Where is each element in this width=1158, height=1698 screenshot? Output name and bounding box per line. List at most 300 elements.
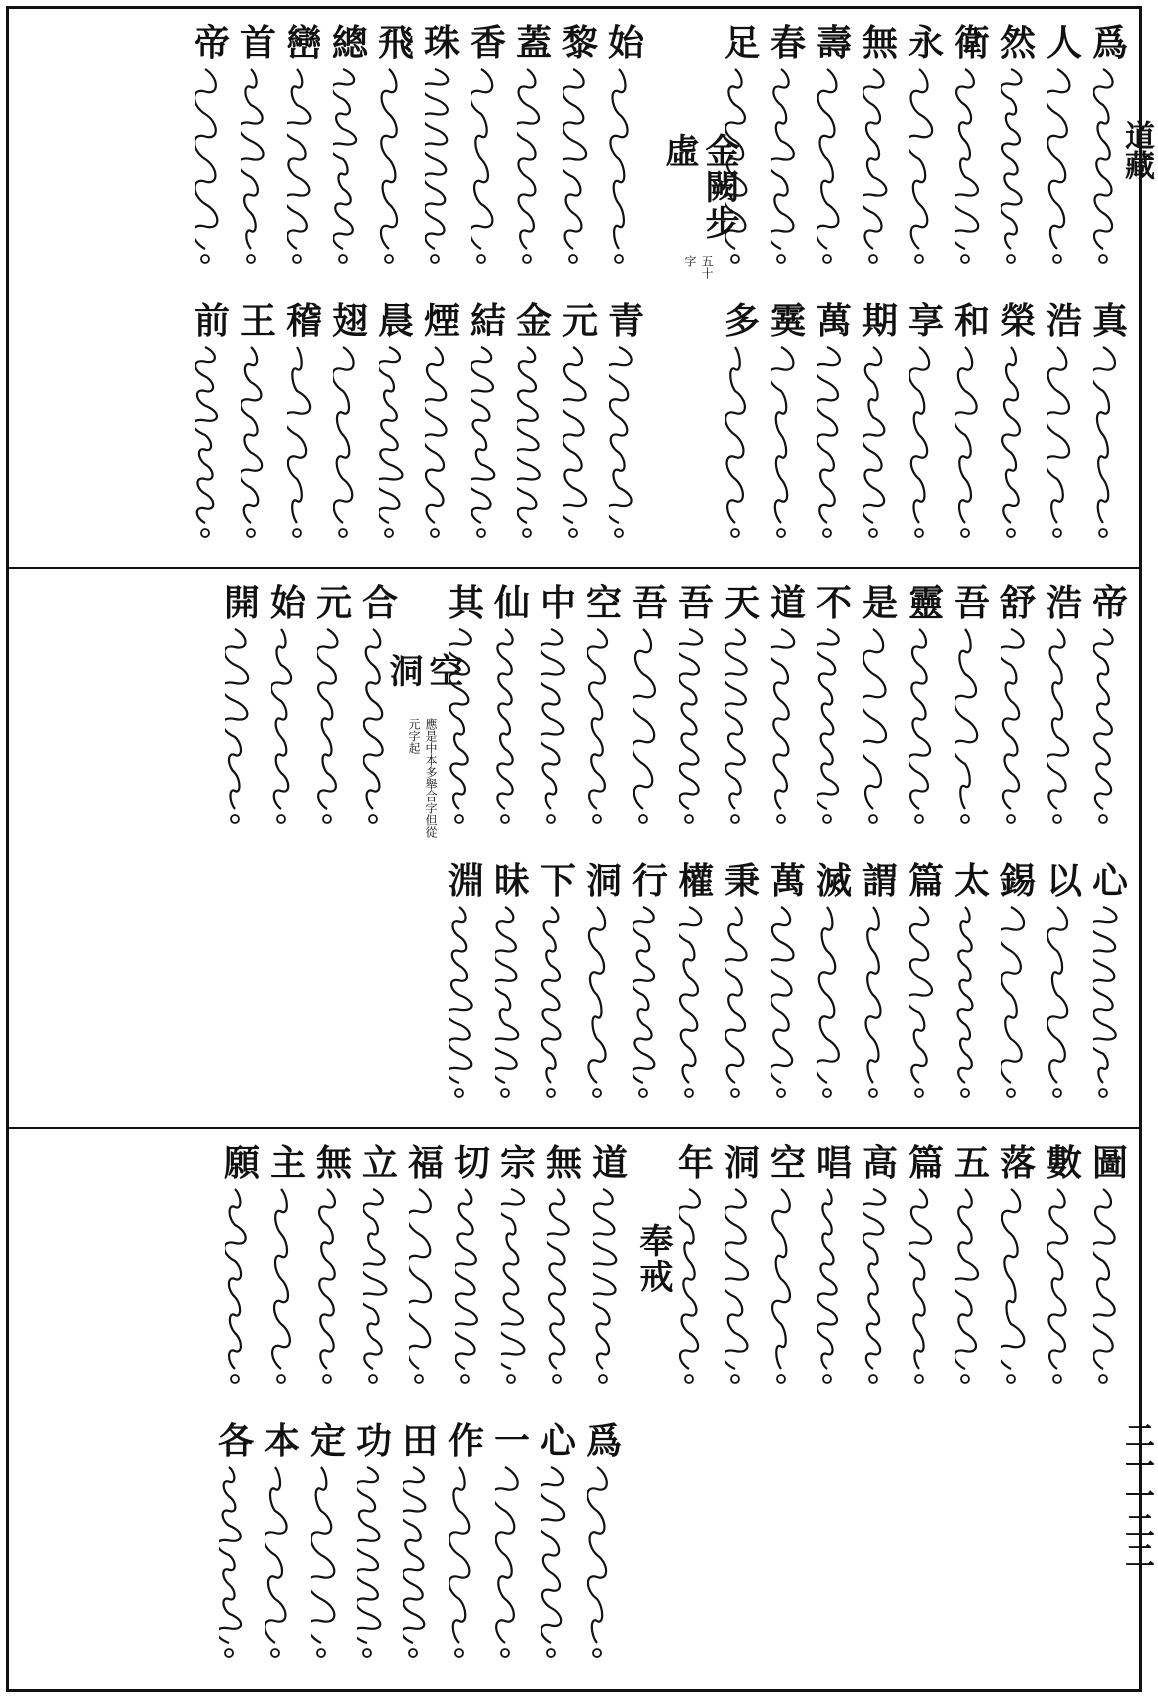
glyph: 稽 (285, 300, 322, 342)
neume-curve (609, 65, 643, 275)
glyph: 金 (515, 300, 552, 342)
neume-stroke (772, 1189, 790, 1369)
glyph-column (811, 301, 857, 557)
neume-stroke (425, 347, 447, 523)
neume-stroke (1047, 69, 1069, 249)
glyph-column (949, 583, 995, 843)
glyph: 功 (355, 1420, 392, 1462)
end-circle (569, 255, 577, 263)
neume-curve (771, 1185, 805, 1395)
glyph-column (1087, 301, 1133, 557)
neume-curve (593, 1185, 627, 1395)
end-circle (961, 815, 969, 823)
end-circle (507, 1375, 515, 1383)
end-circle (501, 1089, 509, 1097)
neume-stroke (725, 629, 747, 809)
end-circle (1007, 255, 1015, 263)
glyph: 昧 (493, 860, 530, 902)
neume-curve (363, 625, 397, 835)
neume-stroke (725, 1189, 748, 1369)
neume-curve (771, 343, 805, 549)
end-circle (409, 1649, 417, 1657)
glyph: 晨 (377, 300, 414, 342)
glyph-column (673, 861, 719, 1117)
glyph: 享 (907, 300, 944, 342)
neume-curve (679, 903, 713, 1109)
glyph-column (903, 583, 949, 843)
neume-stroke (725, 69, 746, 249)
neume-stroke (449, 1467, 469, 1643)
glyph: 權 (677, 860, 714, 902)
glyph-column (489, 1421, 535, 1677)
glyph: 多 (723, 300, 760, 342)
glyph-column (351, 1421, 397, 1677)
glyph-column (265, 583, 311, 843)
glyph: 願 (223, 1142, 260, 1184)
glyph-column (765, 301, 811, 557)
end-circle (731, 1089, 739, 1097)
neume-curve (333, 343, 367, 549)
neume-stroke (455, 1189, 477, 1369)
glyph-column (627, 583, 673, 843)
glyph-column (259, 1421, 305, 1677)
glyph-column (765, 583, 811, 843)
end-circle (915, 255, 923, 263)
glyph-column (535, 583, 581, 843)
glyph: 帝 (1091, 582, 1128, 624)
neume-curve (563, 343, 597, 549)
neume-curve (541, 1463, 575, 1669)
neume-stroke (863, 347, 884, 523)
neume-curve (425, 65, 459, 275)
neume-curve (333, 65, 367, 275)
neume-stroke (409, 1189, 431, 1369)
neume-curve (587, 1463, 621, 1669)
neume-stroke (357, 1467, 380, 1643)
neume-curve (271, 625, 305, 835)
glyph-column (995, 23, 1041, 283)
end-circle (599, 1375, 607, 1383)
neume-stroke (1093, 1189, 1115, 1369)
neume-curve (771, 65, 805, 275)
end-circle (431, 255, 439, 263)
end-circle (339, 529, 347, 537)
end-circle (461, 1375, 469, 1383)
panel-2 (9, 569, 1139, 1129)
neume-curve (195, 343, 229, 549)
glyph-column (811, 1143, 857, 1403)
glyph-column (219, 1143, 265, 1403)
end-circle (823, 1375, 831, 1383)
glyph: 數 (1045, 1142, 1082, 1184)
neume-curve (563, 65, 597, 275)
neume-stroke (225, 629, 248, 809)
scripture-page (6, 6, 1142, 1692)
glyph-column (443, 861, 489, 1117)
glyph: 年 (677, 1142, 714, 1184)
neume-stroke (272, 1189, 290, 1369)
glyph: 元 (561, 300, 598, 342)
neume-curve (403, 1463, 437, 1669)
neume-curve (863, 903, 897, 1109)
neume-stroke (1047, 629, 1068, 809)
neume-stroke (311, 1467, 334, 1643)
neume-curve (725, 65, 759, 275)
neume-stroke (425, 69, 448, 249)
glyph-column (581, 583, 627, 843)
glyph-column (419, 301, 465, 557)
glyph-column (581, 1421, 627, 1677)
glyph: 行 (631, 860, 668, 902)
neume-stroke (195, 347, 217, 523)
neume-stroke (471, 347, 494, 523)
glyph: 洞 (723, 1142, 760, 1184)
neume-stroke (381, 69, 397, 249)
glyph: 下 (539, 860, 576, 902)
neume-stroke (271, 629, 291, 809)
glyph: 錫 (999, 860, 1036, 902)
end-circle (1099, 529, 1107, 537)
glyph: 爲 (585, 1420, 622, 1462)
neume-stroke (1001, 629, 1024, 809)
glyph-column (489, 583, 535, 843)
neume-stroke (317, 629, 337, 809)
glyph: 道 (591, 1142, 628, 1184)
end-circle (323, 1375, 331, 1383)
panel-2-bottom-row (15, 861, 1133, 1117)
neume-stroke (817, 1189, 837, 1369)
end-circle (1053, 1089, 1061, 1097)
glyph-column (213, 1421, 259, 1677)
end-circle (547, 1089, 555, 1097)
end-circle (777, 255, 785, 263)
neume-stroke (909, 629, 930, 809)
neume-stroke (563, 69, 586, 249)
neume-curve (265, 1463, 299, 1669)
neume-stroke (1093, 69, 1112, 249)
neume-stroke (319, 1189, 335, 1369)
glyph-column (949, 301, 995, 557)
neume-stroke (1047, 1189, 1067, 1369)
glyph-column (603, 301, 649, 557)
glyph-column (311, 583, 357, 843)
glyph-column (673, 1143, 719, 1403)
neume-curve (495, 903, 529, 1109)
glyph-column (857, 301, 903, 557)
neume-stroke (241, 69, 264, 249)
panel-3-bottom-row (15, 1421, 1133, 1677)
glyph-column (1041, 301, 1087, 557)
glyph: 無 (315, 1142, 352, 1184)
neume-stroke (265, 1467, 287, 1643)
glyph: 黎 (561, 22, 598, 64)
glyph: 靈 (907, 582, 944, 624)
end-circle (501, 815, 509, 823)
neume-curve (909, 1185, 943, 1395)
glyph-column (511, 301, 557, 557)
neume-stroke (725, 347, 745, 523)
end-circle (201, 529, 209, 537)
neume-curve (311, 1463, 345, 1669)
end-circle (323, 815, 331, 823)
glyph: 五 (953, 1142, 990, 1184)
glyph: 結 (469, 300, 506, 342)
glyph-column (235, 301, 281, 557)
neume-stroke (517, 69, 539, 249)
neume-curve (1047, 903, 1081, 1109)
end-circle (569, 529, 577, 537)
panel-3-top-row (15, 1143, 1133, 1403)
neume-stroke (1001, 907, 1024, 1083)
glyph-column (557, 23, 603, 283)
neume-curve (225, 1185, 259, 1395)
neume-stroke (587, 1467, 607, 1643)
neume-stroke (955, 629, 977, 809)
heading-note: 五十字 (683, 254, 714, 279)
end-circle (547, 815, 555, 823)
neume-curve (909, 343, 943, 549)
neume-curve (425, 343, 459, 549)
end-circle (277, 1375, 285, 1383)
neume-stroke (909, 907, 932, 1083)
panel-1 (9, 9, 1139, 569)
neume-curve (863, 625, 897, 835)
end-circle (415, 1375, 423, 1383)
glyph: 飛 (377, 22, 414, 64)
neume-curve (955, 65, 989, 275)
neume-curve (541, 625, 575, 835)
glyph: 滅 (815, 860, 852, 902)
neume-curve (357, 1463, 391, 1669)
glyph-column (465, 23, 511, 283)
end-circle (1053, 1375, 1061, 1383)
neume-curve (909, 65, 943, 275)
glyph-column (419, 23, 465, 283)
neume-stroke (363, 1189, 386, 1369)
glyph: 吾 (677, 582, 714, 624)
neume-stroke (547, 1189, 569, 1369)
glyph: 秉 (723, 860, 760, 902)
heading-title: 奉戒 (633, 1223, 673, 1295)
neume-curve (725, 903, 759, 1109)
glyph-column (811, 583, 857, 843)
end-circle (455, 1649, 463, 1657)
end-circle (685, 1375, 693, 1383)
glyph-column (903, 301, 949, 557)
glyph: 中 (539, 582, 576, 624)
glyph-column (311, 1143, 357, 1403)
glyph-column (189, 301, 235, 557)
end-circle (731, 815, 739, 823)
glyph-column (903, 23, 949, 283)
glyph: 萬 (769, 860, 806, 902)
neume-stroke (501, 1189, 524, 1369)
end-circle (231, 1375, 239, 1383)
neume-stroke (609, 347, 632, 523)
neume-curve (633, 625, 667, 835)
glyph-column (1087, 861, 1133, 1117)
end-circle (271, 1649, 279, 1657)
glyph-column (765, 23, 811, 283)
glyph: 謂 (861, 860, 898, 902)
neume-stroke (679, 907, 701, 1083)
neume-stroke (1093, 347, 1115, 523)
end-circle (915, 1089, 923, 1097)
neume-stroke (817, 69, 838, 249)
glyph: 春 (769, 22, 806, 64)
glyph-column (1041, 23, 1087, 283)
glyph-column (235, 23, 281, 283)
page-number: 二一一二二 (1119, 1420, 1154, 1570)
neume-curve (633, 903, 667, 1109)
glyph-column (449, 1143, 495, 1403)
glyph: 真 (1091, 300, 1128, 342)
neume-curve (1001, 1185, 1035, 1395)
end-circle (225, 1649, 233, 1657)
end-circle (639, 815, 647, 823)
end-circle (731, 529, 739, 537)
end-circle (639, 1089, 647, 1097)
end-circle (685, 1089, 693, 1097)
end-circle (915, 1375, 923, 1383)
neume-curve (955, 903, 989, 1109)
panel-3 (9, 1129, 1139, 1689)
end-circle (823, 529, 831, 537)
neume-stroke (955, 1189, 978, 1369)
end-circle (455, 1089, 463, 1097)
end-circle (477, 255, 485, 263)
neume-stroke (771, 629, 794, 809)
glyph-column (403, 1143, 449, 1403)
glyph: 永 (907, 22, 944, 64)
glyph: 以 (1045, 860, 1082, 902)
end-circle (431, 529, 439, 537)
neume-curve (909, 625, 943, 835)
end-circle (869, 815, 877, 823)
glyph: 足 (723, 22, 760, 64)
neume-stroke (817, 347, 840, 523)
neume-stroke (866, 907, 881, 1083)
glyph: 青 (607, 300, 644, 342)
neume-curve (317, 1185, 351, 1395)
neume-curve (1093, 65, 1127, 275)
glyph-column (357, 583, 403, 843)
panel-1-top-row (15, 23, 1133, 283)
end-circle (201, 255, 209, 263)
neume-stroke (541, 629, 564, 809)
end-circle (777, 1089, 785, 1097)
glyph: 落 (999, 1142, 1036, 1184)
glyph: 空 (585, 582, 622, 624)
neume-curve (495, 625, 529, 835)
neume-curve (1001, 65, 1035, 275)
neume-stroke (593, 1189, 616, 1369)
glyph: 其 (447, 582, 484, 624)
neume-stroke (909, 347, 929, 523)
glyph-column (357, 1143, 403, 1403)
glyph: 道 (769, 582, 806, 624)
glyph-column (949, 23, 995, 283)
neume-curve (379, 65, 413, 275)
neume-curve (1047, 625, 1081, 835)
end-circle (777, 815, 785, 823)
end-circle (615, 529, 623, 537)
glyph: 煙 (423, 300, 460, 342)
neume-curve (1047, 65, 1081, 275)
glyph: 各 (217, 1420, 254, 1462)
glyph: 總 (331, 22, 368, 64)
neume-stroke (542, 907, 561, 1083)
end-circle (915, 529, 923, 537)
neume-stroke (1093, 629, 1112, 809)
neume-curve (771, 903, 805, 1109)
end-circle (317, 1649, 325, 1657)
neume-curve (679, 625, 713, 835)
neume-stroke (495, 1467, 518, 1643)
glyph-column (189, 23, 235, 283)
neume-curve (817, 625, 851, 835)
glyph-column (857, 583, 903, 843)
glyph: 舒 (999, 582, 1036, 624)
neume-curve (241, 65, 275, 275)
glyph-column (1087, 23, 1133, 283)
neume-stroke (1001, 69, 1022, 249)
glyph-column (557, 301, 603, 557)
glyph: 定 (309, 1420, 346, 1462)
neume-stroke (863, 69, 886, 249)
end-circle (593, 815, 601, 823)
neume-stroke (1047, 347, 1069, 523)
neume-stroke (1093, 907, 1116, 1083)
glyph: 立 (361, 1142, 398, 1184)
glyph: 宗 (499, 1142, 536, 1184)
glyph-column (765, 861, 811, 1117)
neume-stroke (449, 907, 472, 1083)
glyph: 衛 (953, 22, 990, 64)
glyph-column (265, 1143, 311, 1403)
glyph-column (489, 861, 535, 1117)
neume-stroke (679, 629, 702, 809)
glyph: 田 (401, 1420, 438, 1462)
neume-stroke (363, 629, 382, 809)
heading-title: 金闕步虛 (659, 133, 739, 241)
glyph: 本 (263, 1420, 300, 1462)
glyph-column (949, 861, 995, 1117)
glyph: 榮 (999, 300, 1036, 342)
end-circle (385, 255, 393, 263)
end-circle (1007, 529, 1015, 537)
neume-curve (271, 1185, 305, 1395)
glyph-column (995, 301, 1041, 557)
neume-curve (1093, 1185, 1127, 1395)
glyph: 福 (407, 1142, 444, 1184)
neume-curve (955, 1185, 989, 1395)
glyph-column (857, 1143, 903, 1403)
end-circle (1053, 815, 1061, 823)
end-circle (277, 815, 285, 823)
glyph-column (811, 23, 857, 283)
glyph: 浩 (1045, 582, 1082, 624)
glyph: 和 (953, 300, 990, 342)
end-circle (1099, 815, 1107, 823)
neume-curve (455, 1185, 489, 1395)
glyph: 高 (861, 1142, 898, 1184)
heading-note: 應是中本多舉合字但從元字起 (407, 718, 438, 839)
panel-1-bottom-row (15, 301, 1133, 557)
glyph: 心 (1091, 860, 1128, 902)
glyph-column (219, 583, 265, 843)
neume-stroke (909, 1189, 931, 1369)
